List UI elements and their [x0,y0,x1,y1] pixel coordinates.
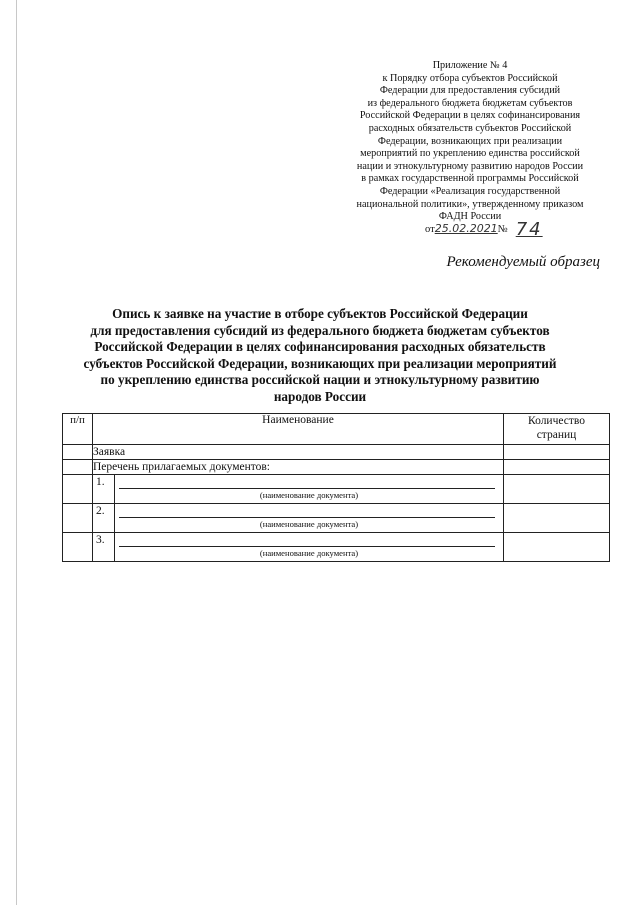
item-number: 3. [93,533,115,561]
title-line: субъектов Российской Федерации, возникающих при реализации мероприятий [83,355,557,371]
header-name: Наименование [93,414,504,445]
appendix-line: Российской Федерации в целях софинансирования [359,110,581,122]
recommended-sample-label: Рекомендуемый образец [446,254,600,270]
appendix-line: мероприятий по укреплению единства российской [360,148,580,160]
appendix-header [340,60,600,224]
order-date-line [425,219,543,240]
page-count-cell [504,475,610,504]
row-number-cell [63,475,93,504]
table-row [63,475,610,504]
document-item-cell [93,475,504,504]
title-line: по укреплению единства российской нации и этнокультурному развитию [100,372,540,388]
row-number-cell [63,533,93,562]
document-name-line [119,488,495,489]
table-row [63,533,610,562]
scan-edge-line [16,0,17,905]
title-line: Опись к заявке на участие в отборе субъектов Российской Федерации [112,306,528,321]
document-name-caption: (наименование документа) [259,548,359,558]
appendix-line: в рамках государственной программы Российской [361,173,579,185]
item-number: 1. [93,475,115,503]
document-name-line [119,546,495,547]
application-cell: Заявка [93,445,504,460]
appendix-line: ФАДН России [438,211,502,223]
header-number: п/п [63,414,93,445]
header-qty-line1: Количество [528,415,585,427]
table-row [63,445,610,460]
page-count-cell [504,533,610,562]
appendix-line: к Порядку отбора субъектов Российской [382,72,558,84]
appendix-line: Федерации для предоставления субсидий [379,85,561,97]
page-count-cell [504,460,610,475]
item-number: 2. [93,504,115,532]
appendix-line: национальной политики», утвержденному приказом [356,198,584,210]
handwritten-order-number: 74 [515,219,543,240]
appendix-line: из федерального бюджета бюджетам субъектов [367,97,573,109]
appendix-line: Приложение № 4 [432,60,508,71]
document-title [40,306,600,406]
document-name-caption: (наименование документа) [259,519,359,529]
appendix-line: расходных обязательств субъектов Российской [368,122,572,134]
document-name-caption: (наименование документа) [259,490,359,500]
documents-table [62,413,610,562]
page-count-cell [504,504,610,533]
document-item-cell [93,533,504,562]
row-number-cell [63,504,93,533]
title-line: для предоставления субсидий из федерального бюджета бюджетам субъектов [90,322,550,338]
documents-list-cell: Перечень прилагаемых документов: [93,460,504,475]
title-line: народов России [273,388,367,404]
row-number-cell [63,445,93,460]
appendix-line: Федерации «Реализация государственной [379,185,561,197]
appendix-line: Федерации, возникающих при реализации [377,135,563,147]
header-qty-line2: страниц [536,429,577,441]
title-line: Российской Федерации в целях софинансирования расходных обязательств [94,339,546,355]
document-name-line [119,517,495,518]
handwritten-date: 25.02.2021 [434,222,498,235]
appendix-line: нации и этнокультурному развитию народов России [356,160,584,172]
table-header-row [63,414,610,445]
document-item-cell [93,504,504,533]
table-row [63,504,610,533]
page-count-cell [504,445,610,460]
header-page-count [504,414,610,445]
table-row [63,460,610,475]
row-number-cell [63,460,93,475]
number-sign: № [497,224,508,235]
date-prefix: от [425,224,435,235]
